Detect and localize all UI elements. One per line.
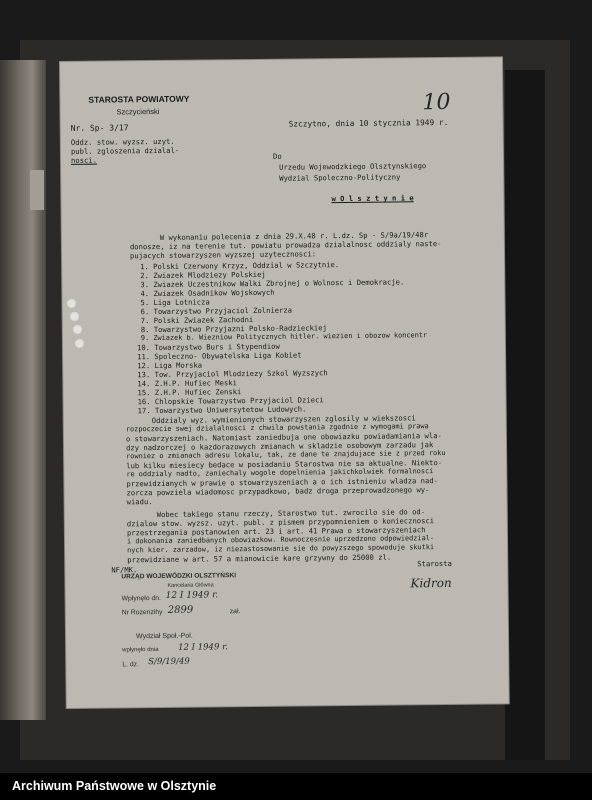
- list-item: 6. Towarzystwo Przyjaciol Zolnierza: [140, 305, 293, 317]
- stamp2-reg-value: S/9/19/49: [148, 656, 190, 668]
- recipient-line-2: Wydzial Spoleczno-Polityczny: [279, 172, 401, 183]
- office-title: STAROSTA POWIATOWY: [88, 93, 190, 105]
- body1-line: dzy nadzorczej o kazdorazowych zmianach w skladzie osobowym zarzadu jak: [125, 440, 434, 453]
- binder-tab: [30, 170, 44, 210]
- recipient-line-1: Urzedu Wojewodzkiego Olsztynskiego: [279, 161, 427, 172]
- stamp2-reg-label: L. dz.: [122, 661, 139, 669]
- list-item: 11. Spoleczno- Obywatelska Liga Kobiet: [137, 350, 302, 362]
- body1-line: zorcza powziela wiadomosc przypadkowo, badz droga przeprowadzonego wy-: [126, 485, 430, 498]
- list-item: 3. Zwiazek Uczestnikow Walki Zbrojnej o Wolnosc i Demokracje.: [140, 277, 405, 290]
- body1-line: rozpoczecie swej dzialalnosci z chwila powstania zgodnie z wymogami prawa: [125, 422, 429, 434]
- body2-line: przewidziane w art. 57 a mianowicie kare grzywny do 25000 zl.: [127, 552, 392, 565]
- archive-footer: [0, 773, 592, 800]
- body2-line: i dokonania zaniedbanych obowiazkow. Rownoczesnie uprzedzono odpowiedzial-: [126, 534, 435, 546]
- list-item: 1. Polski Czerwony Krzyz, Oddzial w Szczytnie.: [140, 260, 340, 272]
- body1-line: re oddzialy nadto, zaniechaly wogole dopelnienia jakichkolwiek formalnosci: [126, 467, 434, 479]
- recipient-to: Do: [272, 151, 282, 161]
- body2-line: przestrzegania postanowien art. 23 i art. 41 Prawa o stowarzyszeniach: [126, 525, 426, 538]
- stamp2-received-value: 12 I 1949 r.: [178, 642, 228, 653]
- recipient-city: w O l s z t y n i e: [331, 193, 414, 204]
- stamp-received-value: 12 I 1949 r.: [165, 590, 219, 601]
- binder-spine-left: [0, 60, 46, 720]
- handwritten-signature: Kidron: [410, 575, 452, 591]
- body2-line: Wobec takiego stanu rzeczy, Starostwo tut. zwrocilo sie do od-: [156, 507, 426, 520]
- place-date: Szczytno, dnia 10 stycznia 1949 r.: [288, 117, 449, 129]
- stamp-received-label: Wpłynęło dn.: [121, 594, 161, 603]
- list-item: 7. Polski Zwiazek Zachodni: [140, 314, 254, 326]
- subject-line-3: nosci.: [70, 155, 98, 165]
- handwritten-number: 10: [422, 89, 451, 116]
- stamp-reg-value: 2899: [167, 604, 194, 616]
- body1-line: przewidzianych w prawie o stowarzyszeniach a o ich istnieniu wladza nad-: [126, 476, 439, 489]
- binder-edge-right: [505, 70, 545, 760]
- stamp2-title: Wydział Społ.-Pol.: [135, 632, 193, 641]
- list-item: 4. Zwiazek Osadnikow Wojskowych: [140, 287, 275, 299]
- punch-hole: [66, 298, 77, 309]
- county-name: Szczycieński: [116, 106, 160, 117]
- intro-line-2: donosze, iz na terenie tut. powiatu prowadza dzialalnosc oddzialy naste-: [129, 239, 442, 252]
- list-item: 2. Zwiazek Mlodziezy Polskiej: [140, 269, 266, 281]
- list-item: 8. Towarzystwo Przyjazni Polsko-Radzieckiej: [140, 323, 327, 335]
- intro-line-1: W wykonaniu polecenia z dnia 29.X.48 r. L.dz. Sp - S/9a/19/48r: [159, 230, 429, 242]
- list-item: 9. Zwiazek b. Wiezniow Politycznych hitler. wiezien i obozow koncentr: [140, 331, 428, 343]
- subject-line-2: publ. zgloszenia dzialal-: [70, 145, 180, 156]
- list-item: 15. Z.H.P. Hufiec Zenski: [137, 387, 242, 398]
- list-item: 16. Chlopskie Towarzystwo Przyjaciol Dzieci: [137, 395, 324, 407]
- stamp-subtitle: Kancelaria Główna: [167, 582, 214, 589]
- stamp2-received-label: wpłynęło dnia: [122, 647, 159, 654]
- typist-initials: NF/MK.: [111, 565, 138, 575]
- reference-number: Nr. Sp- 3/17: [70, 123, 129, 133]
- body1-line: lub kilku miesiecy bedace w posiadaniu Starostwa nie sa aktualne. Niekto-: [126, 458, 443, 471]
- subject-line-1: Oddz. stow. wyzsz. uzyt.: [70, 136, 175, 147]
- list-item: 10. Towarzystwo Burs i Stypendiow: [136, 341, 280, 353]
- list-item: 14. Z.H.P. Hufiec Meski: [137, 378, 237, 389]
- punch-hole: [69, 311, 80, 322]
- list-item: 13. Tow. Przyjaciol Mlodziezy Szkol Wyzszych: [137, 368, 328, 380]
- list-item: 17. Towarzystwo Uniwersytetow Ludowych.: [137, 404, 307, 416]
- body1-line: o stowarzyszeniach. Natomiast zaniedbuja one obowiazku powiadamiania wla-: [125, 431, 442, 444]
- stamp-att-label: zał.: [229, 608, 241, 616]
- body2-line: nych kier. zarzadow, iz niezastosowanie sie do powyzszego spowoduje skutki: [127, 543, 435, 555]
- body1-line: Oddzialy wyz. wymienionych stowarzyszen zglosily w wiekszosci: [151, 413, 416, 426]
- signature-title: Starosta: [417, 558, 452, 569]
- body1-line: rowniez o zmianach adresu lokalu, tak, ze dane te znajdujace sie z przed roku: [126, 448, 446, 461]
- list-item: 5. Liga Lotnicza: [140, 297, 210, 308]
- list-item: 12. Liga Morska: [137, 360, 203, 371]
- punch-hole: [72, 324, 83, 335]
- archive-name: Archiwum Państwowe w Olsztynie: [12, 779, 217, 793]
- punch-hole: [74, 338, 85, 349]
- body2-line: dzialow stow. wyzsz. uzyt. publ. z pismem przypomnieniem o koniecznosci: [126, 516, 435, 529]
- intro-line-3: pujacych stowarzyszen wyzszej uzytecznosci:: [129, 249, 317, 261]
- letter-page: [60, 57, 509, 708]
- body1-line: wiadu.: [126, 497, 153, 507]
- stamp-reg-label: Nr Rozenzihy: [121, 608, 163, 617]
- stamp-title: URZĄD WOJEWÓDZKI OLSZTYŃSKI: [121, 572, 237, 581]
